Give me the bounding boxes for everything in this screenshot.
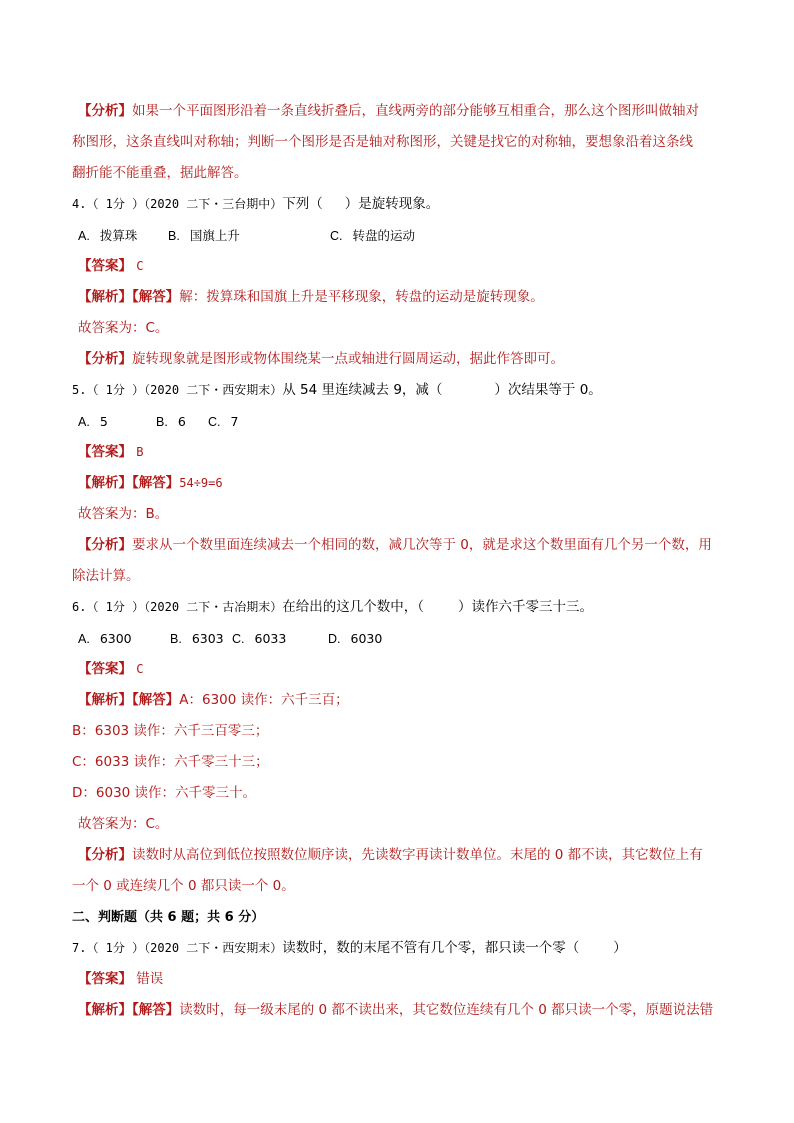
explain-tag: 【解析】【解答】 bbox=[78, 289, 180, 305]
option-a[interactable]: A. 6300 bbox=[78, 631, 132, 646]
option-a[interactable]: A. 拨算珠 bbox=[78, 228, 138, 243]
question-6-answer bbox=[72, 654, 722, 685]
option-d[interactable]: D. 6030 bbox=[328, 631, 383, 646]
question-score: （ 1分 ） bbox=[86, 600, 145, 614]
question-score: （ 1分 ） bbox=[86, 197, 145, 211]
q3-analysis-line-2: 称图形，这条直线叫对称轴；判断一个图形是否是轴对称图形，关键是找它的对称轴，要想象沿着这条线 bbox=[72, 134, 693, 150]
question-6-explain-line-3: C：6033 读作：六千零三十三； bbox=[72, 754, 269, 770]
question-6-stem bbox=[72, 592, 722, 623]
question-stem-b: ）次结果等于 0。 bbox=[494, 382, 602, 398]
question-stem-b: ） bbox=[613, 940, 627, 956]
q3-analysis-line-3: 翻折能不能重叠，据此解答。 bbox=[72, 165, 248, 181]
answer-tag: 【答案】 bbox=[78, 258, 132, 274]
option-c[interactable]: C. 6033 bbox=[232, 631, 287, 646]
analysis-tag: 【分析】 bbox=[78, 103, 132, 119]
question-5-options bbox=[72, 406, 722, 437]
question-6-explain-line-4: D：6030 读作：六千零三十。 bbox=[72, 785, 257, 801]
question-5-stem bbox=[72, 375, 722, 406]
analysis-tag: 【分析】 bbox=[78, 537, 132, 553]
answer-tag: 【答案】 bbox=[78, 971, 132, 987]
explain-text: 54÷9=6 bbox=[179, 476, 223, 490]
question-stem-a: 在给出的这几个数中，（ bbox=[282, 599, 425, 615]
question-7-explain bbox=[72, 995, 722, 1026]
question-6-options bbox=[72, 623, 722, 654]
question-5-explain bbox=[72, 468, 722, 499]
question-4-analysis bbox=[72, 344, 722, 375]
question-source: （2020 二下・西安期末） bbox=[144, 383, 283, 397]
question-stem-a: 下列（ bbox=[282, 196, 323, 212]
question-4-answer bbox=[72, 251, 722, 282]
explain-tag: 【解析】【解答】 bbox=[78, 475, 180, 491]
analysis-text: 读数时从高位到低位按照数位顺序读，先读数字再读计数单位。末尾的 0 都不读，其它数位上有 bbox=[132, 847, 703, 863]
question-number: 7. bbox=[72, 941, 87, 955]
question-number: 5. bbox=[72, 383, 87, 397]
analysis-tag: 【分析】 bbox=[78, 351, 132, 367]
question-5-answer bbox=[72, 437, 722, 468]
explain-tag: 【解析】【解答】 bbox=[78, 1002, 180, 1018]
analysis-text: 要求从一个数里面连续减去一个相同的数，减几次等于 0，就是求这个数里面有几个另一个数，用 bbox=[132, 537, 712, 553]
option-b[interactable]: B. 国旗上升 bbox=[168, 228, 240, 243]
answer-value: B bbox=[136, 445, 144, 459]
question-7-answer bbox=[72, 964, 722, 995]
question-4-options bbox=[72, 220, 722, 251]
question-5-conclusion: 故答案为：B。 bbox=[78, 506, 169, 522]
question-source: （2020 二下・古冶期末） bbox=[144, 600, 283, 614]
question-7-stem bbox=[72, 933, 722, 964]
question-4-explain bbox=[72, 282, 722, 313]
question-6-explain-line-2: B：6303 读作：六千三百零三； bbox=[72, 723, 269, 739]
question-stem-b: ）是旋转现象。 bbox=[344, 196, 440, 212]
question-6-analysis-line-1 bbox=[72, 840, 722, 871]
explain-text: 读数时，每一级末尾的 0 都不读出来，其它数位连续有几个 0 都只读一个零，原题说法错 bbox=[179, 1002, 714, 1018]
worksheet-page bbox=[72, 96, 722, 1026]
question-number: 6. bbox=[72, 600, 87, 614]
explain-text: 解：拨算珠和国旗上升是平移现象，转盘的运动是旋转现象。 bbox=[179, 289, 544, 305]
question-5-analysis-line-1 bbox=[72, 530, 722, 561]
option-b[interactable]: B. 6 bbox=[156, 414, 186, 429]
question-number: 4. bbox=[72, 197, 87, 211]
question-6-explain-line-1 bbox=[72, 685, 722, 716]
q3-analysis-line-1 bbox=[72, 96, 722, 127]
answer-value: C bbox=[136, 259, 144, 273]
analysis-tag: 【分析】 bbox=[78, 847, 132, 863]
question-4-conclusion: 故答案为：C。 bbox=[78, 320, 169, 336]
option-c[interactable]: C. 7 bbox=[208, 414, 239, 429]
answer-value: 错误 bbox=[136, 971, 164, 987]
section-title: 二、判断题（共 6 题；共 6 分） bbox=[72, 910, 265, 925]
option-a[interactable]: A. 5 bbox=[78, 414, 108, 429]
question-6-analysis-line-2: 一个 0 或连续几个 0 都只读一个 0。 bbox=[72, 878, 295, 894]
question-score: （ 1分 ） bbox=[86, 941, 145, 955]
question-5-analysis-line-2: 除法计算。 bbox=[72, 568, 140, 584]
question-stem-a: 读数时，数的末尾不管有几个零，都只读一个零（ bbox=[282, 940, 580, 956]
question-stem-a: 从 54 里连续减去 9，减（ bbox=[282, 382, 443, 398]
answer-tag: 【答案】 bbox=[78, 661, 132, 677]
question-score: （ 1分 ） bbox=[86, 383, 145, 397]
question-source: （2020 二下・西安期末） bbox=[144, 941, 283, 955]
answer-value: C bbox=[136, 662, 144, 676]
analysis-text: 旋转现象就是图形或物体围绕某一点或轴进行圆周运动，据此作答即可。 bbox=[132, 351, 564, 367]
explain-text: A：6300 读作：六千三百； bbox=[179, 692, 349, 708]
explain-tag: 【解析】【解答】 bbox=[78, 692, 180, 708]
question-stem-b: ）读作六千零三十三。 bbox=[458, 599, 594, 615]
question-source: （2020 二下・三台期中） bbox=[144, 197, 283, 211]
answer-tag: 【答案】 bbox=[78, 444, 132, 460]
option-b[interactable]: B. 6303 bbox=[170, 631, 224, 646]
question-4-stem bbox=[72, 189, 722, 220]
analysis-text: 如果一个平面图形沿着一条直线折叠后，直线两旁的部分能够互相重合，那么这个图形叫做轴对 bbox=[132, 103, 699, 119]
question-6-conclusion: 故答案为：C。 bbox=[78, 816, 169, 832]
option-c[interactable]: C. 转盘的运动 bbox=[330, 228, 416, 243]
